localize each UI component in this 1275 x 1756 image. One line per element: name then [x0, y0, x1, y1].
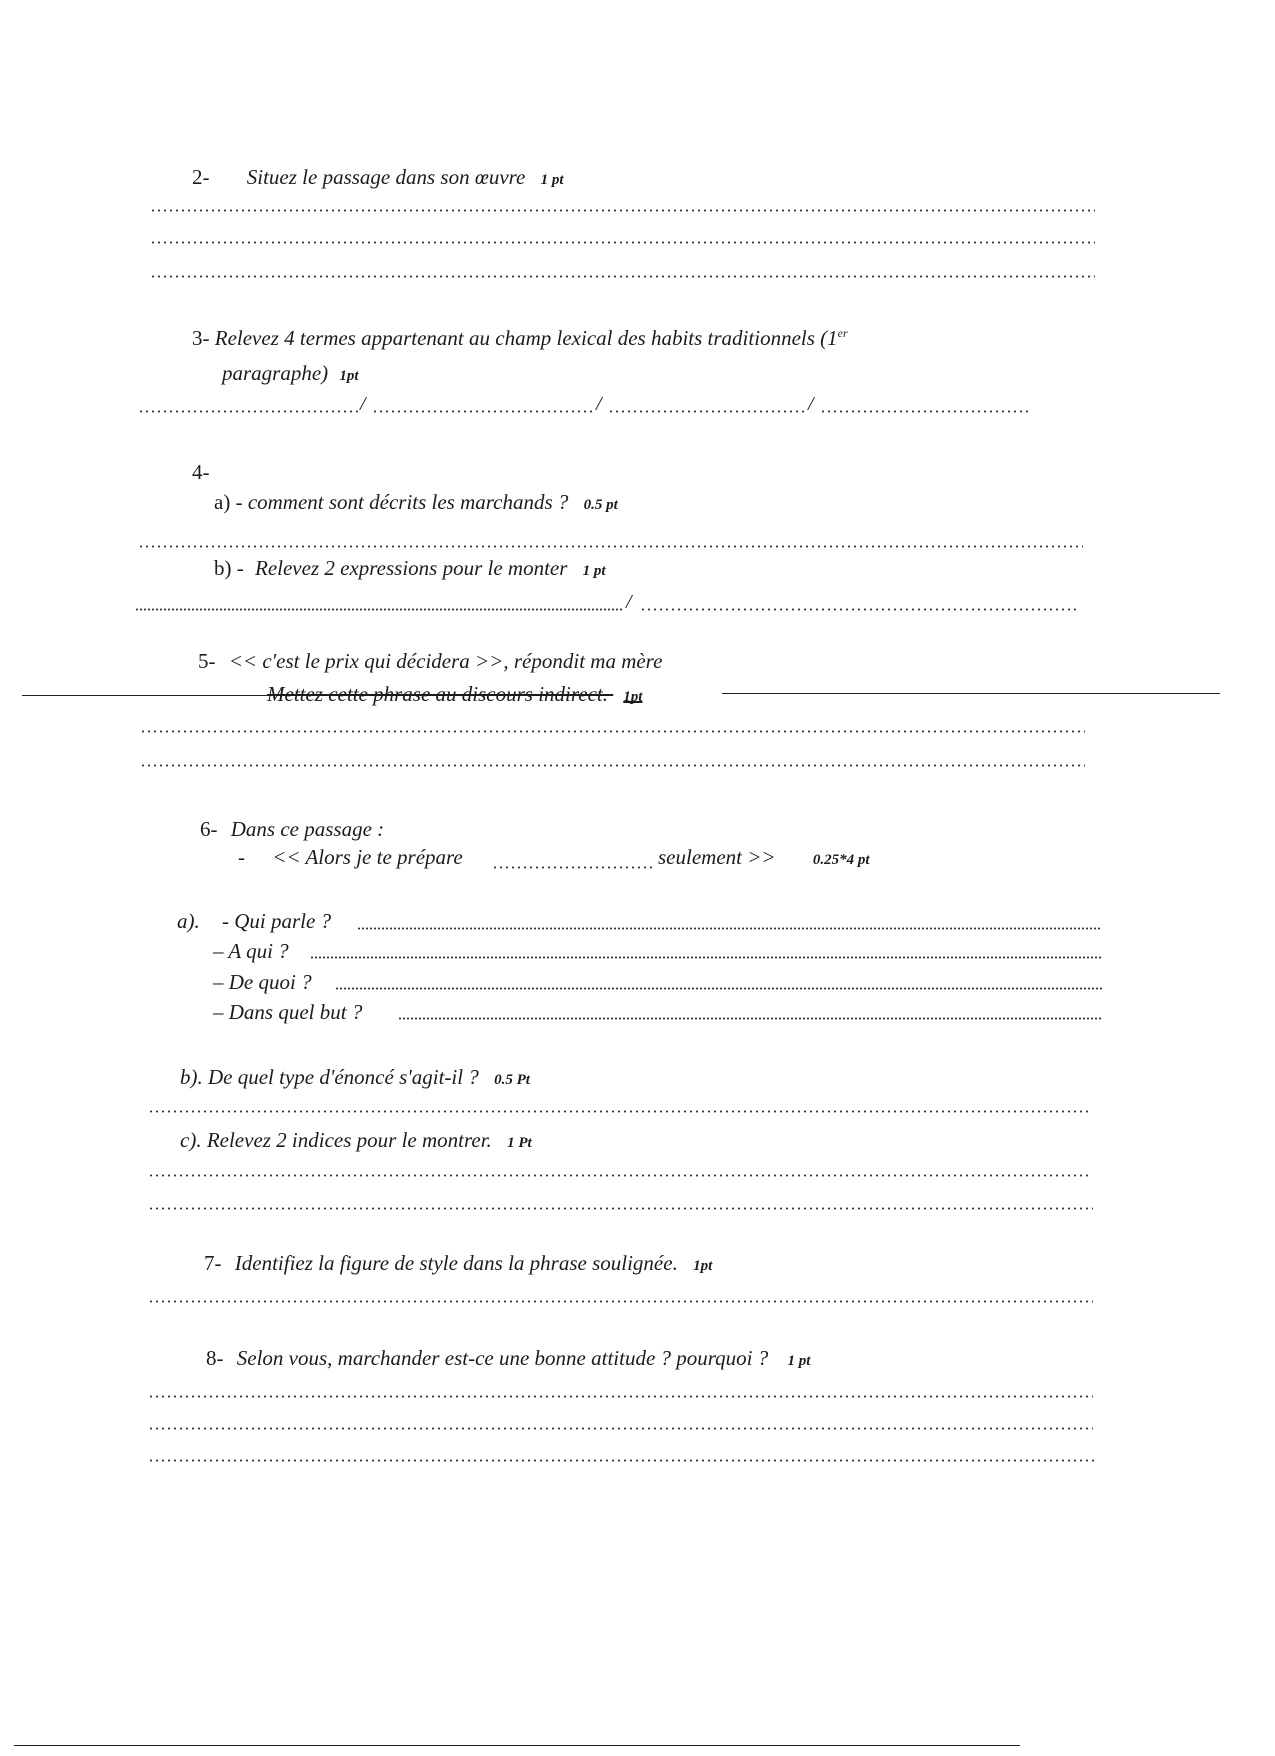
- question-6-quote-end: [658, 845, 869, 870]
- quote-start: << Alors je te prépare: [272, 845, 463, 869]
- separator-slash: /: [596, 393, 602, 415]
- answer-line[interactable]: [148, 1459, 1098, 1462]
- question-3-text-line2: paragraphe): [222, 361, 329, 385]
- answer-line[interactable]: [335, 987, 1102, 990]
- question-6b-points: 0.5 Pt: [494, 1072, 530, 1088]
- answer-line[interactable]: [150, 209, 1095, 212]
- answer-line[interactable]: [148, 1395, 1093, 1398]
- question-7: [204, 1251, 712, 1276]
- question-8: [206, 1346, 810, 1371]
- quote-end: seulement >>: [658, 845, 776, 869]
- answer-line[interactable]: [148, 1427, 1093, 1430]
- question-8-number: 8-: [206, 1346, 224, 1370]
- question-3-number: 3-: [192, 326, 210, 350]
- question-4b: [214, 556, 606, 581]
- answer-line[interactable]: [640, 608, 1080, 611]
- quote-ellipsis: [492, 866, 656, 869]
- question-6-quote: [238, 845, 463, 870]
- question-4a-points: 0.5 pt: [583, 497, 618, 513]
- question-6-points: 0.25*4 pt: [812, 852, 870, 868]
- question-6a-item: – De quoi ?: [213, 970, 312, 994]
- question-3-line2: [222, 361, 359, 386]
- answer-line[interactable]: [310, 956, 1102, 959]
- question-6c: [180, 1128, 532, 1153]
- question-5-number: 5-: [198, 649, 216, 673]
- question-3: [192, 326, 848, 351]
- quote-dash: -: [238, 845, 245, 869]
- question-4a: [214, 490, 618, 515]
- answer-line[interactable]: [140, 764, 1085, 767]
- answer-line[interactable]: [140, 730, 1085, 733]
- question-2: [192, 165, 564, 190]
- separator-slash: /: [808, 393, 814, 415]
- question-6: [200, 817, 384, 842]
- question-5-text: << c'est le prix qui décidera >>, répondit ma mère: [228, 649, 663, 673]
- question-6a-label: a).: [177, 909, 200, 933]
- question-6-number: 6-: [200, 817, 218, 841]
- question-6c-text: c). Relevez 2 indices pour le montrer.: [180, 1128, 492, 1152]
- answer-line[interactable]: [357, 927, 1102, 930]
- answer-line[interactable]: [820, 410, 1030, 413]
- question-5: [198, 649, 662, 674]
- question-3-text: Relevez 4 termes appartenant au champ lexical des habits traditionnels (1: [214, 326, 838, 350]
- question-7-text: Identifiez la figure de style dans la phrase soulignée.: [234, 1251, 678, 1275]
- question-3-superscript: er: [837, 326, 848, 340]
- horizontal-rule: [722, 693, 1220, 694]
- answer-line[interactable]: [150, 241, 1095, 244]
- question-2-points: 1 pt: [540, 172, 564, 188]
- answer-line[interactable]: [148, 1110, 1088, 1113]
- answer-line[interactable]: [138, 410, 358, 413]
- question-4b-label: b) -: [214, 556, 244, 580]
- answer-line[interactable]: [135, 608, 623, 611]
- question-6-text: Dans ce passage :: [230, 817, 385, 841]
- question-8-points: 1 pt: [787, 1353, 811, 1369]
- answer-line[interactable]: [138, 545, 1083, 548]
- question-3-points: 1pt: [339, 368, 359, 384]
- separator-slash: /: [360, 393, 366, 415]
- question-6b-text: b). De quel type d'énoncé s'agit-il ?: [180, 1065, 479, 1089]
- horizontal-rule: [22, 695, 267, 696]
- question-4a-label: a) -: [214, 490, 243, 514]
- answer-line[interactable]: [398, 1017, 1102, 1020]
- question-4b-text: Relevez 2 expressions pour le monter: [255, 556, 568, 580]
- answer-line[interactable]: [608, 410, 808, 413]
- answer-line[interactable]: [150, 275, 1095, 278]
- question-6a-item: – Dans quel but ?: [213, 1000, 363, 1024]
- question-4a-text: comment sont décrits les marchands ?: [247, 490, 569, 514]
- question-5-points: 1pt: [623, 689, 643, 705]
- question-7-number: 7-: [204, 1251, 222, 1275]
- question-5-instruction: [267, 682, 642, 707]
- question-2-text: Situez le passage dans son œuvre: [246, 165, 526, 189]
- question-4b-points: 1 pt: [582, 563, 606, 579]
- answer-line[interactable]: [148, 1300, 1093, 1303]
- question-5-instruction-text: Mettez cette phrase au discours indirect.: [267, 682, 608, 706]
- question-6c-points: 1 Pt: [507, 1135, 532, 1151]
- answer-line[interactable]: [148, 1174, 1088, 1177]
- question-7-points: 1pt: [693, 1258, 713, 1274]
- question-6b: [180, 1065, 530, 1090]
- answer-line[interactable]: [148, 1207, 1093, 1210]
- question-8-text: Selon vous, marchander est-ce une bonne attitude ? pourquoi ?: [236, 1346, 769, 1370]
- footer-rule: [14, 1745, 1020, 1746]
- question-2-number: 2-: [192, 165, 210, 189]
- answer-line[interactable]: [372, 410, 594, 413]
- question-6a-item: - Qui parle ?: [222, 909, 332, 933]
- question-6a-item: – A qui ?: [213, 939, 289, 963]
- separator-slash: /: [626, 591, 632, 613]
- question-4-number: 4-: [192, 460, 210, 484]
